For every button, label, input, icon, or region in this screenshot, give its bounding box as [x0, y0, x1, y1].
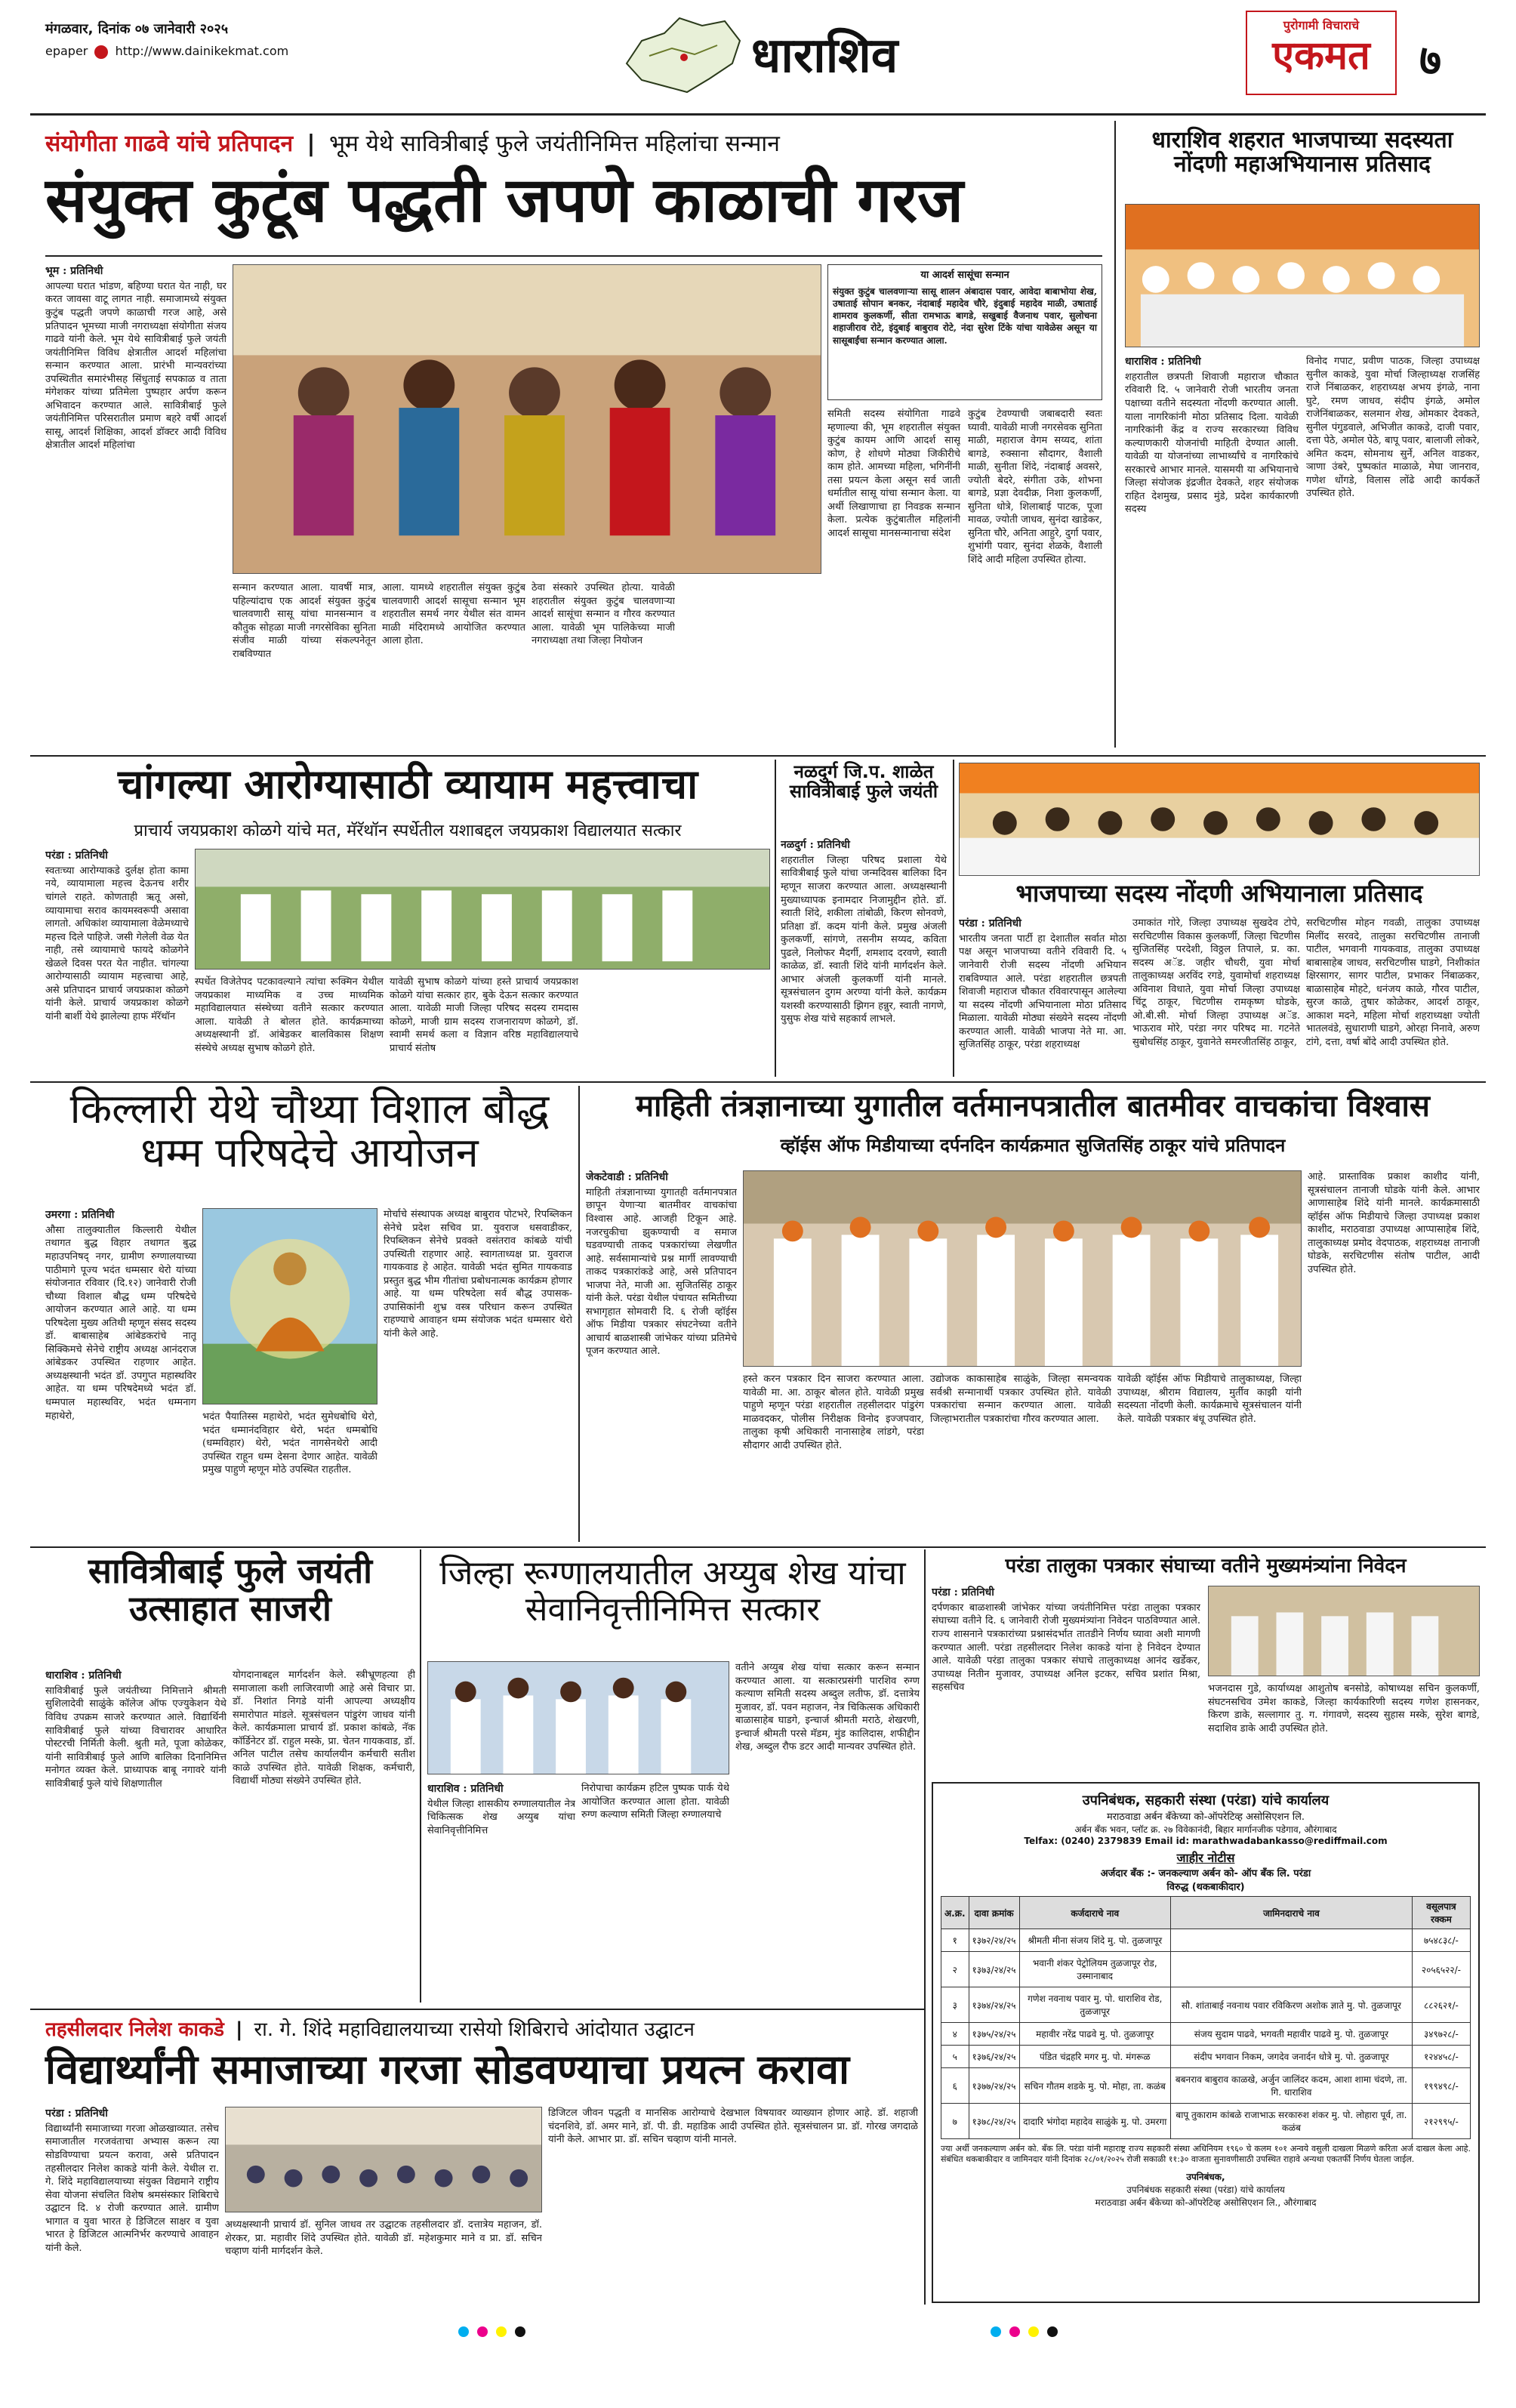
story3-photo	[195, 849, 770, 970]
epaper-icon	[94, 45, 108, 59]
story5-divider	[953, 760, 954, 1077]
epaper-link[interactable]: http://www.dainikekmat.com	[115, 44, 289, 58]
story11-col1	[45, 2107, 219, 2303]
notice-cell: १९९४९८/-	[1412, 2068, 1470, 2104]
notice-title: उपनिबंधक, सहकारी संस्था (परंडा) यांचे कार्यालय	[1082, 1793, 1330, 1808]
story1-kicker-red: संयोगीता गाढवे यांचे प्रतिपादन	[45, 131, 294, 157]
story1-col-e	[968, 408, 1102, 748]
story11-col2	[225, 2218, 542, 2303]
notice-row	[941, 1987, 1471, 2023]
notice-cell	[1170, 1952, 1412, 1987]
section-rule-1	[30, 755, 1486, 757]
story11-headline: विद्यार्थ्यांनी समाजाच्या गरजा सोडवण्याचा प्रयत्न करावा	[45, 2046, 849, 2093]
epaper-label: epaper	[45, 44, 88, 58]
story1-col-c	[532, 581, 675, 748]
story11-kicker-rest: रा. गे. शिंदे महाविद्यालयाच्या रासेयो शिबिराचे आंदोयात उद्घाटन	[254, 2018, 695, 2041]
story1-col-d	[827, 408, 960, 748]
story5-byline: परंडा : प्रतिनिधी	[959, 917, 1021, 930]
brand-name: एकमत	[1272, 33, 1370, 79]
story11-body3: डिजिटल जीवन पद्धती व मानसिक आरोग्याचे देखभाल विषयावर व्याख्यान होणार आहे. डॉ. शहाजी चंदनशिवे, डॉ. अमर माने, डॉ. पी. डी. महाडिक आदी उपस्थित होते. सूत्रसंचालन प्रा. डॉ. गोरख जगदाळे यांनी केले. आभार प्रा. डॉ. सचिन चव्हाण यांनी मानले.	[548, 2107, 918, 2146]
story7-subhead: व्हॉईस ऑफ मिडीयाच्या दर्पनदिन कार्यक्रमात सुजितसिंह ठाकूर यांचे प्रतिपादन	[780, 1135, 1286, 1156]
notice-cell: ७	[941, 2104, 969, 2139]
story2-photo	[1125, 204, 1480, 347]
story4-body1: शहरातील जिल्हा परिषद प्रशाला येथे सावित्रीबाई फुले यांचा जन्मदिवस बालिका दिन म्हणून साजरा करण्यात आला. अध्यक्षस्थानी मुख्याध्यापक इनामदार निजामुद्दीन होते. डॉ. स्वाती शिंदे, शकीला तांबोळी, किरण सोनवणे, प्रतिक्षा डॉ. कदम यांनी केले. प्रमुख अंजली कुलकर्णी, सांगणे, तसनीम सय्यद, कविता पुढले, निलोफर मैदर्गी, शमशाद दरवणे, स्वाती काळेळ, डॉ. स्वाती शिंदे यांनी मार्गदर्शन केले. आभार अंजली कुलकर्णी यांनी मानले. सूत्रसंचालन दुगम अरण्या यांनी केले. कार्यक्रम यशस्वी करण्यासाठी झिगन हन्नुर, स्वाती नागणे, युसुफ शेख यांचे सहकार्य लाभले.	[781, 854, 947, 1025]
story3-byline: परंडा : प्रतिनिधी	[45, 849, 108, 862]
story8-col2	[233, 1669, 415, 2001]
story9-col2	[581, 1782, 729, 2001]
notice-cell: १३७४/२४/२५	[969, 1987, 1019, 2023]
brand-tagline: पुरोगामी विचाराचे	[1283, 18, 1360, 32]
notice-cell: श्रीमती मीना संजय शिंदे मु. पो. तुळजापूर	[1019, 1929, 1170, 1952]
notice-col-header: अ.क्र.	[941, 1897, 969, 1929]
story8-body2: योगदानाबद्दल मार्गदर्शन केले. स्त्रीभ्रूणहत्या ही समाजाला कशी लाजिरवाणी आहे असे विचार प्रा. डॉ. निशांत निगडे यांनी आपल्या अध्यक्षीय समारोपात मांडले. सूत्रसंचलन पांडुरंग जाधव यांनी केले. कार्यक्रमाला प्राचार्य डॉ. प्रकाश कांबळे, नॅक कॉर्डिनेटर डॉ. राहुल मस्के, प्रा. चेतन गायकवाड, डॉ. अनिल पाटील तसेच कार्यालयीन कर्मचारी सतीश काळे उपस्थित होते. यावेळी शिक्षक, कर्मचारी, विद्यार्थी मोठ्या संख्येने उपस्थित होते.	[233, 1670, 415, 1787]
notice-heading: जाहीर नोटीस	[1176, 1851, 1235, 1865]
notice-row	[941, 2104, 1471, 2139]
notice-cell: १३७७/२४/२५	[969, 2068, 1019, 2104]
notice-cell: दादारि भंगोदा महादेव साळुंके मु. पो. उमरगा	[1019, 2104, 1170, 2139]
story2-body2: यासमयी या अभियानाचे जिल्हा संयोजक इंद्रजीत देवकते, शहर संयोजक राहित देशमुख, प्रसाद मुंडे, प्रदेश कार्यकारणी सदस्य	[1125, 464, 1299, 516]
story6-body2: भदंत पैयातिस्स महाथेरो, भदंत सुमेधबोधि थेरो, भदंत धम्मानंदविहार थेरो, भदंत धम्मबोधि (धम्मविहार) थेरो, भदंत नागसेनथेरो आदी उपस्थित राहून धम्म देसना देणार आहेत. यावेळी प्रमुख पाहुणे म्हणून मोठे उपस्थित राहतील.	[202, 1411, 377, 1476]
story6-col3	[384, 1208, 572, 1540]
story10-col1	[932, 1586, 1200, 1774]
notice-cell: सचिन गौतम शडके मु. पो. मोहा, ता. कळंब	[1019, 2068, 1170, 2104]
story4-divider	[775, 760, 776, 1077]
story1-col-b	[382, 581, 525, 748]
story1-headline: संयुक्त कुटूंब पद्धती जपणे काळाची गरज	[45, 165, 963, 236]
story1-body4: ठेवा संस्कारे उपस्थित होत्या. यावेळी शहरातील संयुक्त कुटुंब चालवणाऱ्या आदर्श सासूंचा सन्मान व गौरव करण्यात आला. यावेळी भूम पालिकेच्या माजी नगराध्यक्षा तथा जिल्हा नियोजन	[532, 582, 675, 647]
story9-body1: येथील जिल्हा शासकीय रुग्णालयातील नेत्र चिकित्सक शेख अय्युब यांचा सेवानिवृत्तीनिमित्त	[427, 1798, 575, 1836]
notice-cell: संजय सुदाम पाढवे, भगवती महावीर पाढवे मु. पो. तुळजापूर	[1170, 2023, 1412, 2046]
notice-sign3: मराठवाडा अर्बन बँकेच्या को-ऑपरेटिव्ह असोसिएशन लि., औरंगाबाद	[1095, 2197, 1317, 2208]
story10-photo	[1208, 1586, 1480, 1676]
story7-body4: यावेळी व्हॉईस ऑफ मिडीयाचे तालुकाध्यक्ष, जिल्हा उपाध्यक्ष, श्रीराम विद्यालय, मुर्तीव काझी यांनी सदस्यता नोंदणी केली. कार्यक्रमाचे सूत्रसंचालन यांनी केले. यावेळी पत्रकार बंधू उपस्थित होते.	[1117, 1374, 1302, 1425]
notice-cell: सौ. शांताबाई नवनाथ पवार रविकिरण अशोक ज्ञाते मु. पो. तुळजापूर	[1170, 1987, 1412, 2023]
story1-kicker-rest: भूम येथे सावित्रीबाई फुले जयंतीनिमित्त महिलांचा सन्मान	[328, 131, 780, 157]
notice-sub-heading: विरुद्ध (थकबाकीदार)	[1166, 1882, 1245, 1893]
story8-byline: धाराशिव : प्रतिनिधी	[45, 1670, 122, 1682]
story2-body1: शहरातील छत्रपती शिवाजी महाराज चौकात रविवारी दि. ५ जानेवारी रोजी भारतीय जनता पक्षाच्या वतीने सदस्यता नोंदणी करण्यात आली. याला नागरिकांनी मोठा प्रतिसाद दिला. यावेळी नागरिकांनी केंद्र व राज्य सरकारच्या विविध कल्याणकारी योजनांची माहिती देण्यात आली. यावेळी या योजनांच्या लाभार्थ्यांचे व नागरिकांचे सरकारचे आभार मानले.	[1125, 371, 1299, 476]
masthead	[0, 0, 1516, 113]
story9-col1	[427, 1782, 575, 2001]
story9-byline: धाराशिव : प्रतिनिधी	[427, 1783, 504, 1795]
story3-body3: यावेळी सुभाष कोळगे यांच्या हस्ते प्राचार्य जयप्रकाश कोळगे यांचा सत्कार हार, बुके देऊन सत्कार करण्यात आला. यावेळी माजी जिल्हा परिषद सदस्य रामदास कोळगे, माजी ग्राम सदस्य राजनारायण कोळगे, डॉ. स्वामी समर्थ कला व विज्ञान वरिष्ठ महाविद्यालयाचे प्राचार्य संतोष	[390, 976, 578, 1054]
notice-cell: बापू तुकाराम कांबळे राजाभाऊ सरकारुश शंकर मु. पो. लोहारा पूर्व, ता. कळंब	[1170, 2104, 1412, 2139]
story8-headline: सावित्रीबाई फुले जयंती उत्साहात साजरी	[88, 1550, 373, 1629]
story3-col1	[45, 849, 189, 1075]
story1-body2: सन्मान करण्यात आला. यावर्षी मात्र, पहिल्यांदाच एक आदर्श संयुक्त कुटुंब चालवणारी सासू यांचा मानसन्मान व कौतुक सोहळा माजी नगरसेविका सुनिता संजीव माळी यांच्या संकल्पनेतून राबविण्यात	[233, 582, 376, 660]
notice-sign2: उपनिबंधक सहकारी संस्था (परंडा) यांचे कार्यालय	[1126, 2184, 1285, 2195]
story7-headline: माहिती तंत्रज्ञानाच्या युगातील वर्तमानपत्रातील बातमीवर वाचकांचा विश्वास	[636, 1089, 1430, 1124]
story1-byline: भूम : प्रतिनिधी	[45, 265, 103, 277]
notice-cell: १३७५/२४/२५	[969, 2023, 1019, 2046]
notice-cell: २	[941, 1952, 969, 1987]
story1-col1	[45, 264, 226, 748]
story11-photo	[225, 2107, 542, 2212]
epaper-line	[45, 44, 288, 59]
story11-body2: अध्यक्षस्थानी प्राचार्य डॉ. सुनिल जाधव तर उद्घाटक तहसीलदार डॉ. दत्तात्रेय महाजन, डॉ. शेरकर, प्रा. महावीर शिंदे उपस्थित होते. यावेळी डॉ. महेशकुमार माने व प्रा. डॉ. सचिन चव्हाण यांनी मार्गदर्शन केले.	[225, 2219, 542, 2258]
kicker-separator: |	[307, 131, 316, 157]
story2-headline: धाराशिव शहरात भाजपाच्या सदस्यता नोंदणी महाअभियानास प्रतिसाद	[1151, 127, 1453, 178]
story9-col3	[735, 1661, 920, 2001]
story7-col5	[1308, 1170, 1480, 1540]
date-line: मंगळवार, दिनांक ०७ जानेवारी २०२५	[45, 21, 229, 37]
story8-body1: सावित्रीबाई फुले जयंतीच्या निमित्ताने श्रीमती सुशिलादेवी साळुंके कॉलेज ऑफ एज्युकेशन येथे विविध उपक्रम साजरे करण्यात आले. विद्यार्थिनी सावित्रीबाई फुले यांच्या विचारावर आधारित पोस्टरची निर्मिती केली. श्रुती मते, पूजा कोळेकर, यांनी सावित्रीबाई फुले आणि बालिका दिनानिमित्त मनोगत व्यक्त केले. प्राध्यापक बाबू नगावरे यांनी सावित्रीबाई फुले यांचे शिक्षणातील	[45, 1685, 226, 1790]
notice-col-header: कर्जदाराचे नाव	[1019, 1897, 1170, 1929]
story4-headline: नळदुर्ग जि.प. शाळेत सावित्रीबाई फुले जयंती	[789, 761, 938, 802]
notice-cell: २०५६५२२/-	[1412, 1952, 1470, 1987]
story4-byline: नळदुर्ग : प्रतिनिधी	[781, 839, 850, 851]
magenta-mark-2	[1009, 2326, 1020, 2337]
yellow-mark-2	[1028, 2326, 1039, 2337]
notice-signature	[941, 2170, 1471, 2209]
masthead-rule	[30, 113, 1486, 116]
notice-subtitle: मराठवाडा अर्बन बँकेच्या को-ऑपरेटिव्ह असोसिएशन लि.	[1106, 1811, 1305, 1823]
story2-byline: धाराशिव : प्रतिनिधी	[1125, 356, 1201, 368]
notice-cell: २१२९९५/-	[1412, 2104, 1470, 2139]
story10-body1: दर्पणकार बाळशास्त्री जांभेकर यांच्या जयंतीनिमित्त परंडा तालुका पत्रकार संघाच्या वतीने दि. ६ जानेवारी रोजी मुख्यमंत्र्यांना निवेदन पाठविण्यात आले. राज्य शासनाने पत्रकारांच्या प्रश्नासंदर्भात तातडीने निर्णय घ्यावा अशी मागणी करण्यात आली. परंडा तहसीलदार निलेश काकडे यांना हे निवेदन देण्यात आले. यावेळी परंडा तालुका पत्रकार संघाचे तालुकाध्यक्ष आनंद खर्डेकर, उपाध्यक्ष नितीन मुजावर, उपाध्यक्ष अनिल इटकर, सचिव प्रशांत मिश्रा, सहसचिव	[932, 1602, 1200, 1694]
right-col-divider	[1114, 121, 1116, 748]
notice-col-header: जामिनदाराचे नाव	[1170, 1897, 1412, 1929]
story1-box-title: या आदर्श सासूंचा सन्मान	[920, 270, 1009, 281]
story2-col2	[1306, 355, 1480, 748]
notice-contact: Telfax: (0240) 2379839 Email id: marathwadabankasso@rediffmail.com	[1024, 1836, 1388, 1846]
story10-byline: परंडा : प्रतिनिधी	[932, 1586, 994, 1599]
story6-body1: औसा तालुक्यातील किल्लारी येथील तथागत बुद्ध विहार तथागत बुद्ध महाउपनिषद् नगर, ग्रामीण रुग्णालयाच्या पाठीमागे पूज्य भदंत धम्मसार थेरो यांच्या संयोजनात रविवार (दि.१२) जानेवारी रोजी चौथ्या विशाल बौद्ध धम्म परिषदेचे आयोजन करण्यात आले आहे. या धम्म परिषदेला मुख्य अतिथी म्हणून संसद सदस्य डॉ. बाबासाहेब आंबेडकरांचे नातू सिक्किमचे सेनेचे राष्ट्रीय अध्यक्ष आनंदराज आंबेडकर उपस्थित राहणार आहेत. अध्यक्षस्थानी भदंत डॉ. उपगुप्त महास्थविर आहेत. या धम्म परिषदेमध्ये भदंत डॉ. धम्मपाल महास्थविर, भदंत धम्मनाग महाथेरो,	[45, 1224, 196, 1422]
notice-row	[941, 2068, 1471, 2104]
notice-table-header	[941, 1897, 1471, 1929]
story3-col2	[195, 976, 384, 1075]
brand-box	[1246, 11, 1397, 95]
notice-row	[941, 1952, 1471, 1987]
notice-party: अर्जदार बँक :- जनकल्याण अर्बन को- ऑप बँक लि. परंडा	[1100, 1868, 1311, 1879]
black-mark-2	[1047, 2326, 1058, 2337]
story3-col3	[390, 976, 578, 1075]
notice-address: अर्बन बँक भवन, प्लॉट क्र. २७ विवेकानंदी, बिहार मार्गानजीक पडेगाव, औरंगाबाद	[1074, 1824, 1337, 1835]
story1-body1: आपल्या घरात भांडण, बहिण्या घरात येत नाही, घर करत जावसा वाटू लागत नाही. समाजामध्ये संयुक्त कुटुंब पद्धती जपणे काळाची गरज आहे, असे प्रतिपादन भूमच्या माजी नगराध्यक्षा संयोगीता संजय गाढवे यांनी केले. भूम येथे सावित्रीबाई फुले जयंती जयंतीनिमित्त विविध क्षेत्रातील आदर्श महिलांचा सन्मान करण्यात आला. प्रारंभी मान्यवरांच्या उपस्थितीत समारंभीसह सिंधुताई सपकाळ व ताता मंगेशकर यांच्या प्रतिमेला पुष्पहार अर्पण करून अभिवादन करण्यात आले. सावित्रीबाई फुले जयंतीनिमित्त परिसरातील प्रमाण बहरे वर्षी आदर्श सासू, आदर्श शिक्षिका, आदर्श डॉक्टर आदी विविध क्षेत्रातील आदर्श महिलांचा	[45, 280, 226, 452]
story10-body2: भजनदास गुडे, कार्याध्यक्ष आशुतोष बनसोडे, कोषाध्यक्ष सचिन कुलकर्णी, संघटनसचिव उमेश काकडे, जिल्हा कार्यकारिणी सदस्य गणेश हासनकर, किरण डाके, सल्लागार तु. ग. गंगावणे, सदस्य सुहास मस्के, सुरेश बागडे, सदाशिव डाके आदी उपस्थित होते.	[1208, 1683, 1480, 1734]
story9-photo	[427, 1661, 729, 1774]
story7-col2	[743, 1373, 924, 1540]
story5-col2	[1132, 917, 1300, 1077]
notice-cell: ३	[941, 1987, 969, 2023]
story6-byline: उमरगा : प्रतिनिधी	[45, 1209, 115, 1221]
story7-body2: हस्ते करन पत्रकार दिन साजरा करण्यात आला. यावेळी मा. आ. ठाकूर बोलत होते. यावेळी प्रमुख पाहुणे म्हणून परंडा शहरातील तहसीलदार पांडुरंग माळवदकर, पोलीस निरीक्षक विनोद इज्जपवार, तालुका कृषी अधिकारी नानासाहेब लांडगे, परंडा सौदागर आदी उपस्थित होते.	[743, 1374, 924, 1451]
story5-col1	[959, 917, 1126, 1077]
story9-headline: जिल्हा रूग्णालयातील अय्युब शेख यांचा सेवानिवृत्तीनिमित्त सत्कार	[439, 1554, 906, 1629]
story7-body5: आहे. प्रास्ताविक प्रकाश काशीद यांनी, सूत्रसंचालन तानाजी घोडके यांनी केले. आभार आणासाहेब शिंदे यांनी मानले. कार्यक्रमासाठी व्हॉईस ऑफ मिडीयाचे जिल्हा उपाध्यक्ष प्रकाश काशीद, मराठवाडा उपाध्यक्ष आप्पासाहेब शिंदे, तालुकाध्यक्ष प्रमोद वेदपाठक, शहराध्यक्ष तानाजी घोडके, सरचिटणीस संतोष पाटील, आदी उपस्थित होते.	[1308, 1171, 1480, 1275]
notice-row	[941, 1929, 1471, 1952]
section-title: धाराशिव	[751, 28, 898, 84]
story6-col2	[202, 1411, 377, 1540]
story1-photo	[233, 264, 821, 574]
story7-col3	[930, 1373, 1111, 1540]
notice-cell: ४	[941, 2023, 969, 2046]
story1-box-text: संयुक्त कुटुंब चालवणाऱ्या सासू शालन अंबादास पवार, आवेदा बाबाभोया शेख, उषाताई सोपान बनकर, नंदाबाई महादेव चौरे, इंदुबाई महादेव माळी, उषाताई शामराव कुलकर्णी, सीता रामभाऊ बागडे, सखुबाई वैजनाथ पवार, सुलोचना शहाजीराव रोटे, इंदुबाई बाबुराव रोटे, नंदा सुरेश टिंके यांचा यावेळेस असून या सासूबाईंचा सन्मान करण्यात आला.	[833, 285, 1097, 346]
notice-cell: १३७६/२४/२५	[969, 2046, 1019, 2068]
story7-photo	[743, 1170, 1302, 1367]
notice-cell: १	[941, 1929, 969, 1952]
story3-headline: चांगल्या आरोग्यासाठी व्यायाम महत्त्वाचा	[117, 760, 698, 808]
story1-kicker	[45, 127, 1102, 158]
notice-cell: ३४९७२८/-	[1412, 2023, 1470, 2046]
notice-cell: ७५४८३८/-	[1412, 1929, 1470, 1952]
story3-subhead: प्राचार्य जयप्रकाश कोळगे यांचे मत, मॅरॅथॉन स्पर्धेतील यशाबद्दल जयप्रकाश विद्यालयात सत्कार	[134, 822, 682, 840]
notice-row	[941, 2046, 1471, 2068]
section-rule-2	[30, 1081, 1486, 1083]
yellow-mark	[496, 2326, 507, 2337]
buddha-photo	[202, 1208, 377, 1404]
story1-col-a	[233, 581, 376, 748]
story7-body3: उद्योजक काकासाहेब साळुंके, जिल्हा समन्वयक सर्वश्री सन्मानार्थी पत्रकार उपस्थित होते. यावेळी पत्रकारांचा सन्मान करण्यात आला. यावेळी जिल्हाभरातील पत्रकारांचा गौरव करण्यात आला.	[930, 1374, 1111, 1425]
story11-byline: परंडा : प्रतिनिधी	[45, 2107, 108, 2120]
story5-body1: भारतीय जनता पार्टी हा देशातील सर्वात मोठा पक्ष असून भाजपाच्या वतीने रविवारी दि. ५ जानेवारी रोजी सदस्य नोंदणी अभियान राबविण्यात आले. परंडा शहरातील छत्रपती शिवाजी महाराज चौकात रविवारपासून आलेल्या या सदस्य नोंदणी अभियानाला मोठा प्रतिसाद मिळाला. यावेळी मोठ्या संख्येने सदस्य नोंदणी करण्यात आली. यावेळी भाजपा नेते मा. आ. सुजितसिंह ठाकूर, परंडा शहराध्यक्ष	[959, 933, 1126, 1051]
section-rule-3	[30, 1546, 1486, 1548]
cyan-mark	[458, 2326, 469, 2337]
notice-cell: भवानी शंकर पेट्रोलियम तुळजापूर रोड, उस्मानाबाद	[1019, 1952, 1170, 1987]
notice-cell: ६	[941, 2068, 969, 2104]
story11-kicker-red: तहसीलदार निलेश काकडे	[45, 2018, 224, 2041]
story5-body2: उमाकांत गोरे, जिल्हा उपाध्यक्ष सुखदेव टोपे, सरचिटणीस विकास कुलकर्णी, जिल्हा चिटणीस सुजितसिंह परदेशी, विठ्ठल तिपाले, प्र. का. सदस्य अॅड. जहीर चौधरी, युवा मोर्चा तालुकाध्यक्ष अरविंद रगडे, युवामोर्चा शहराध्यक्ष अविनाश विधाते, युवा मोर्चा जिल्हा उपाध्यक्ष चिंटू ठाकूर, चिटणीस रामकृष्ण घोडके, ओ.बी.सी. मोर्चा जिल्हा उपाध्यक्ष अॅड. भाऊराव मोरे, परंडा नगर परिषद मा. गटनेते सुबोधसिंह ठाकूर, युवानेते समरजीतसिंह ठाकूर,	[1132, 917, 1300, 1048]
story10-col2	[1208, 1682, 1480, 1774]
story7-col4	[1117, 1373, 1302, 1540]
story3-body1: स्वतःच्या आरोग्याकडे दुर्लक्ष होता कामा नये, व्यायामाला महत्त्व देऊनच शरीर चांगले राहते. कोणताही ऋतू असो, व्यायामाचा सराव कायमस्वरूपी असावा लागतो. अधिकांश व्यायामाला वेळेमध्याचे महत्त्व दिले पाहिजे. जसी गेलेली वेळ येत नाही, तसे व्यायामाचे फायदे कोळगेने खेळले दिवस परत येत नाहीत. चांगल्या आरोग्यासाठी व्यायाम महत्त्वाचा आहे, असे प्रतिपादन प्राचार्य जयप्रकाश कोळगे यांनी केले. प्राचार्य जयप्रकाश कोळगे यांनी बार्शी येथे झालेल्या हाफ मॅरॅथॉन	[45, 865, 189, 1022]
story1-rule	[45, 255, 1102, 257]
story7-col1	[586, 1170, 737, 1540]
story3-body2: स्पर्धेत विजेतेपद पटकावल्याने त्यांचा रूक्मिन येथील जयप्रकाश माध्यमिक व उच्च माध्यमिक महाविद्यालयात संस्थेच्या वतीने सत्कार करण्यात आला. यावेळी ते बोलत होते. कार्यक्रमाच्या अध्यक्षस्थानी डॉ. आंबेडकर बालविकास शिक्षण संस्थेचे अध्यक्ष सुभाष कोळगे होते.	[195, 976, 384, 1054]
notice-cell: पंडित चंद्रहरि मगर मु. पो. मंगरूळ	[1019, 2046, 1170, 2068]
notice-cell: १३७८/२४/२५	[969, 2104, 1019, 2139]
story5-headline: भाजपाच्या सदस्य नोंदणी अभियानाला प्रतिसाद	[1015, 879, 1423, 908]
kicker-separator-2: |	[235, 2018, 243, 2041]
story5-photo	[959, 763, 1480, 876]
notice-footer: ज्या अर्थी जनकल्याण अर्बन को. बँक लि. परंडा यांनी महाराष्ट्र राज्य सहकारी संस्था अधिनियम १९६० चे कलम १०१ अन्वये वसुली दाखला मिळणे करिता अर्ज दाखल केला आहे. संबंधित थकबाकीदार व जामिनदार यांनी दिनांक २८/०१/२०२५ रोजी सकाळी ११:३० वाजता सुनावणीसाठी उपस्थित राहावे अन्यथा एकतर्फी निर्णय घेतला जाईल.	[941, 2144, 1471, 2165]
legal-notice	[932, 1782, 1480, 2303]
story1-box	[827, 264, 1102, 400]
story1-body5: समिती सदस्य संयोगिता गाढवे म्हणाल्या की, भूम शहरातील संयुक्त कुटुंब कायम आणि आदर्श सासू कोण, हे शोधणे मोठ्या जिकीरीचे काम होते. आमच्या महिला, भगिनींनी तसा प्रयत्न केला असून सर्व जाती धर्मातील सासू यांचा सन्मान केला. या अर्थी लिखाणाचा हा निवडक सन्मान केला. प्रत्येक कुटुंबातील महिलांनी आदर्श सासूचा मानसन्मानाचा संदेश	[827, 409, 960, 539]
notice-cell: १३७२/२४/२५	[969, 1929, 1019, 1952]
story6-headline: किल्लारी येथे चौथ्या विशाल बौद्ध धम्म परिषदेचे आयोजन	[69, 1085, 550, 1177]
notice-cell: संदीप भगवान निकम, जगदेव जनार्दन धोत्रे मु. पो. तुळजापूर	[1170, 2046, 1412, 2068]
story1-body6: कुटुंब टेवण्याची जबाबदारी स्वतः घ्यावी. यावेळी माजी नगरसेवक सुनिता माळी, महाराज वेगम सय्यद, शांता बागडे, रुक्साना सौदागर, वैशाली माळी, सुनीता शिंदे, नंदाबाई अवसरे, ज्योती बेदरे, संगीता उके, शोभना बागडे, प्रज्ञा देवदीक्र, निशा कुलकर्णी, सुनिता धोत्रे, शिलाबाई पाटक, पूजा मावळ, ज्योती जाधव, सुनंदा खाडेकर, सुनिता चौरे, अनिता आहुरे, दुर्गा पवार, शुभांगी पवार, सुनंदा शेळके, वैशाली शिंदे आदी महिला उपस्थित होत्या.	[968, 409, 1102, 566]
notice-col-header: वसूलपात्र रक्कम	[1412, 1897, 1470, 1929]
notice-table	[941, 1896, 1471, 2139]
page-number: ७	[1419, 36, 1442, 85]
story10-divider	[924, 1549, 926, 2305]
story9-body3: वतीने अय्युब शेख यांचा सत्कार करून सन्मान करण्यात आला. या सत्कारप्रसंगी पारशिव रुग्ण कल्याण समिती सदस्य अब्दुल लतीफ, डॉ. दत्तात्रेय मुजावर, डॉ. पवन महाजन, नेत्र चिकित्सक अधिकारी बाळासाहेब घाडगे, इन्चार्ज श्रीमती मराठे, शेखरणी, इन्चार्ज श्रीमती परसे मॅडम, मुंड कालिदास, शफीद्दीन शेख, अब्दुल रौफ डटर आदी मान्यवर उपस्थित होते.	[735, 1662, 920, 1753]
notice-cell	[1170, 1929, 1412, 1952]
story7-body1: माहिती तंत्रज्ञानाच्या युगातही वर्तमानपत्रात छापून येणाऱ्या बातमीवर वाचकांचा विश्वास आहे. आजही टिकून आहे. नजरचुकीचा झुकण्याची व समाज घडवण्याची ताकद पत्रकारांच्या लेखणीत आहे. सर्वसामान्यांचे प्रश्न मार्गी लावण्याची ताकद पत्रकारांकडे आहे, असे प्रतिपादन भाजपा नेते, माजी आ. सुजितसिंह ठाकूर यांनी केले. परंडा येथील पंचायत समितीच्या सभागृहात सोमवारी दि. ६ रोजी व्हॉईस ऑफ मिडीया पत्रकार संघटनेच्या वतीने आचार्य बाळशास्त्री जांभेकर यांच्या प्रतिमेचे पूजन करण्यात आले.	[586, 1186, 737, 1358]
story10-headline: परंडा तालुका पत्रकार संघाच्या वतीने मुख्यमंत्र्यांना निवेदन	[1005, 1555, 1407, 1577]
story5-body3: सरचिटणीस मोहन गवळी, तालुका उपाध्यक्ष मिलींद सरवदे, तालुका सरचिटणीस तानाजी पाटील, भगवानी गायकवाड, तालुका उपाध्यक्ष बाबासाहेब जाधव, सरचिटणीस घाडगे, निशीकांत क्षिरसागर, सागर पाटील, प्रभाकर निंबाळकर, बाळासाहेब मोहटे, धनंजय काळे, गौरव पाटील, सुरज काळे, तुषार कोळेकर, आदर्श ठाकूर, आकाश मदने, महिला मोर्चा शहराध्यक्षा ज्योती भातलवंडे, सुधाराणी घाडगे, ओरहा निनावे, अरुण टांगे, दत्ता, वर्षा बोंदे आदी उपस्थित होते.	[1306, 917, 1480, 1048]
black-mark	[515, 2326, 525, 2337]
notice-col-header: दावा क्रमांक	[969, 1897, 1019, 1929]
story2-col1	[1125, 355, 1299, 748]
district-map-emblem	[619, 11, 747, 100]
story9-divider	[420, 1549, 421, 2003]
story9-body2: निरोपाचा कार्यक्रम हटिल पुष्पक पार्क येथे आयोजित करण्यात आला होता. यावेळी रुग्ण कल्याण समिती जिल्हा रुग्णालयाचे	[581, 1783, 729, 1821]
notice-cell: १२४४५८/-	[1412, 2046, 1470, 2068]
notice-sign1: उपनिबंधक,	[1186, 2171, 1225, 2182]
story6-body3: मोर्चाचे संस्थापक अध्यक्ष बाबुराव पोटभरे, रिपब्लिकन सेनेचे प्रदेश सचिव प्रा. युवराज धसवाडीकर, रिपब्लिकन सेनेचे प्रवक्ते वसंतराव कांबळे यांची उपस्थिती राहणार आहे. स्वागताध्यक्ष प्रा. युवराज गायकवाड हे आहेत. यावेळी भदंत सुमित गायकवाड प्रस्तुत बुद्ध भीम गीतांचा प्रबोधनात्मक कार्यक्रम होणार आहे. या धम्म परिषदेला सर्व बौद्ध उपासक-उपासिकांनी शुभ्र वस्त्र परिधान करून उपस्थित राहण्याचे आवाहन धम्म संयोजक भदंत धम्मसार थेरो यांनी केले आहे.	[384, 1209, 572, 1340]
story8-col1	[45, 1669, 226, 2001]
registration-marks	[151, 2326, 1365, 2340]
story7-divider	[578, 1086, 580, 1542]
story2-body3: विनोद गपाट, प्रवीण पाठक, जिल्हा उपाध्यक्ष सुनील काकडे, युवा मोर्चा जिल्हाध्यक्ष राजसिंह राजे निंबाळकर, शहराध्यक्ष अभय इंगळे, नाना घुटे, रमण जाधव, संदीप इंगळे, अमोल राजेनिंबाळकर, सलमान शेख, ओमकार देवकते, सुनील पंगुडवाले, अभिजीत काकडे, दाजी पवार, दत्ता पेठे, अमोल पेठे, बापू पवार, बालाजी लोकरे, अमित कदम, सोमनाथ सुर्ने, अनिल वाडकर, ञाणा उंबरे, पुष्पकांत माळाळे, मेघा जानराव, गणेश धोंगडे, विलास लोंढे आदी कार्यकर्ते उपस्थित होते.	[1306, 356, 1480, 500]
notice-cell: महावीर नरेंद्र पाढवे मु. पो. तुळजापूर	[1019, 2023, 1170, 2046]
story4-col	[781, 838, 947, 1075]
story11-col3	[548, 2107, 918, 2303]
section-rule-4	[30, 2009, 924, 2010]
story5-col3	[1306, 917, 1480, 1077]
magenta-mark	[477, 2326, 488, 2337]
notice-cell: बबनराव बाबुराव काळखे, अर्जुन जालिंदर कदम, आशा शामा चंदणे, ता. गि. धाराशिव	[1170, 2068, 1412, 2104]
notice-cell: ५	[941, 2046, 969, 2068]
notice-cell: ८८२६२१/-	[1412, 1987, 1470, 2023]
story7-byline: जेकटेवाडी : प्रतिनिधी	[586, 1171, 668, 1183]
story11-kicker	[45, 2015, 921, 2042]
notice-cell: गणेश नवनाथ पवार मु. पो. धाराशिव रोड, तुळजापूर	[1019, 1987, 1170, 2023]
cyan-mark-2	[991, 2326, 1001, 2337]
notice-row	[941, 2023, 1471, 2046]
story1-body3: आला. यामध्ये शहरातील संयुक्त कुटुंब चालवणारी आदर्श सासूचा सन्मान भूम शहरातील समर्थ नगर येथील संत वामन माळी मंदिरामध्ये आयोजित करण्यात आला होता.	[382, 582, 525, 647]
story6-col1	[45, 1208, 196, 1540]
story11-body1: विद्यार्थ्यांनी समाजाच्या गरजा ओळखाव्यात. तसेच समाजातील गरजवंताचा अभ्यास करून त्या सोडविण्याचा प्रयत्न करावा, असे प्रतिपादन तहसीलदार निलेश काकडे यांनी केले. येथील रा. गे. शिंदे महाविद्यालयाच्या संयुक्त विद्यमाने राष्ट्रीय सेवा योजना संचलित विशेष श्रमसंस्कार शिबिराचे उद्घाटन दि. ४ रोजी करण्यात आले. ग्रामीण भागात व युवा भारत हे डिजिटल साक्षर व युवा भारत हे डिजिटल आत्मनिर्भर करण्याचे आवाहन यांनी केले.	[45, 2123, 219, 2254]
notice-cell: १३७३/२४/२५	[969, 1952, 1019, 1987]
